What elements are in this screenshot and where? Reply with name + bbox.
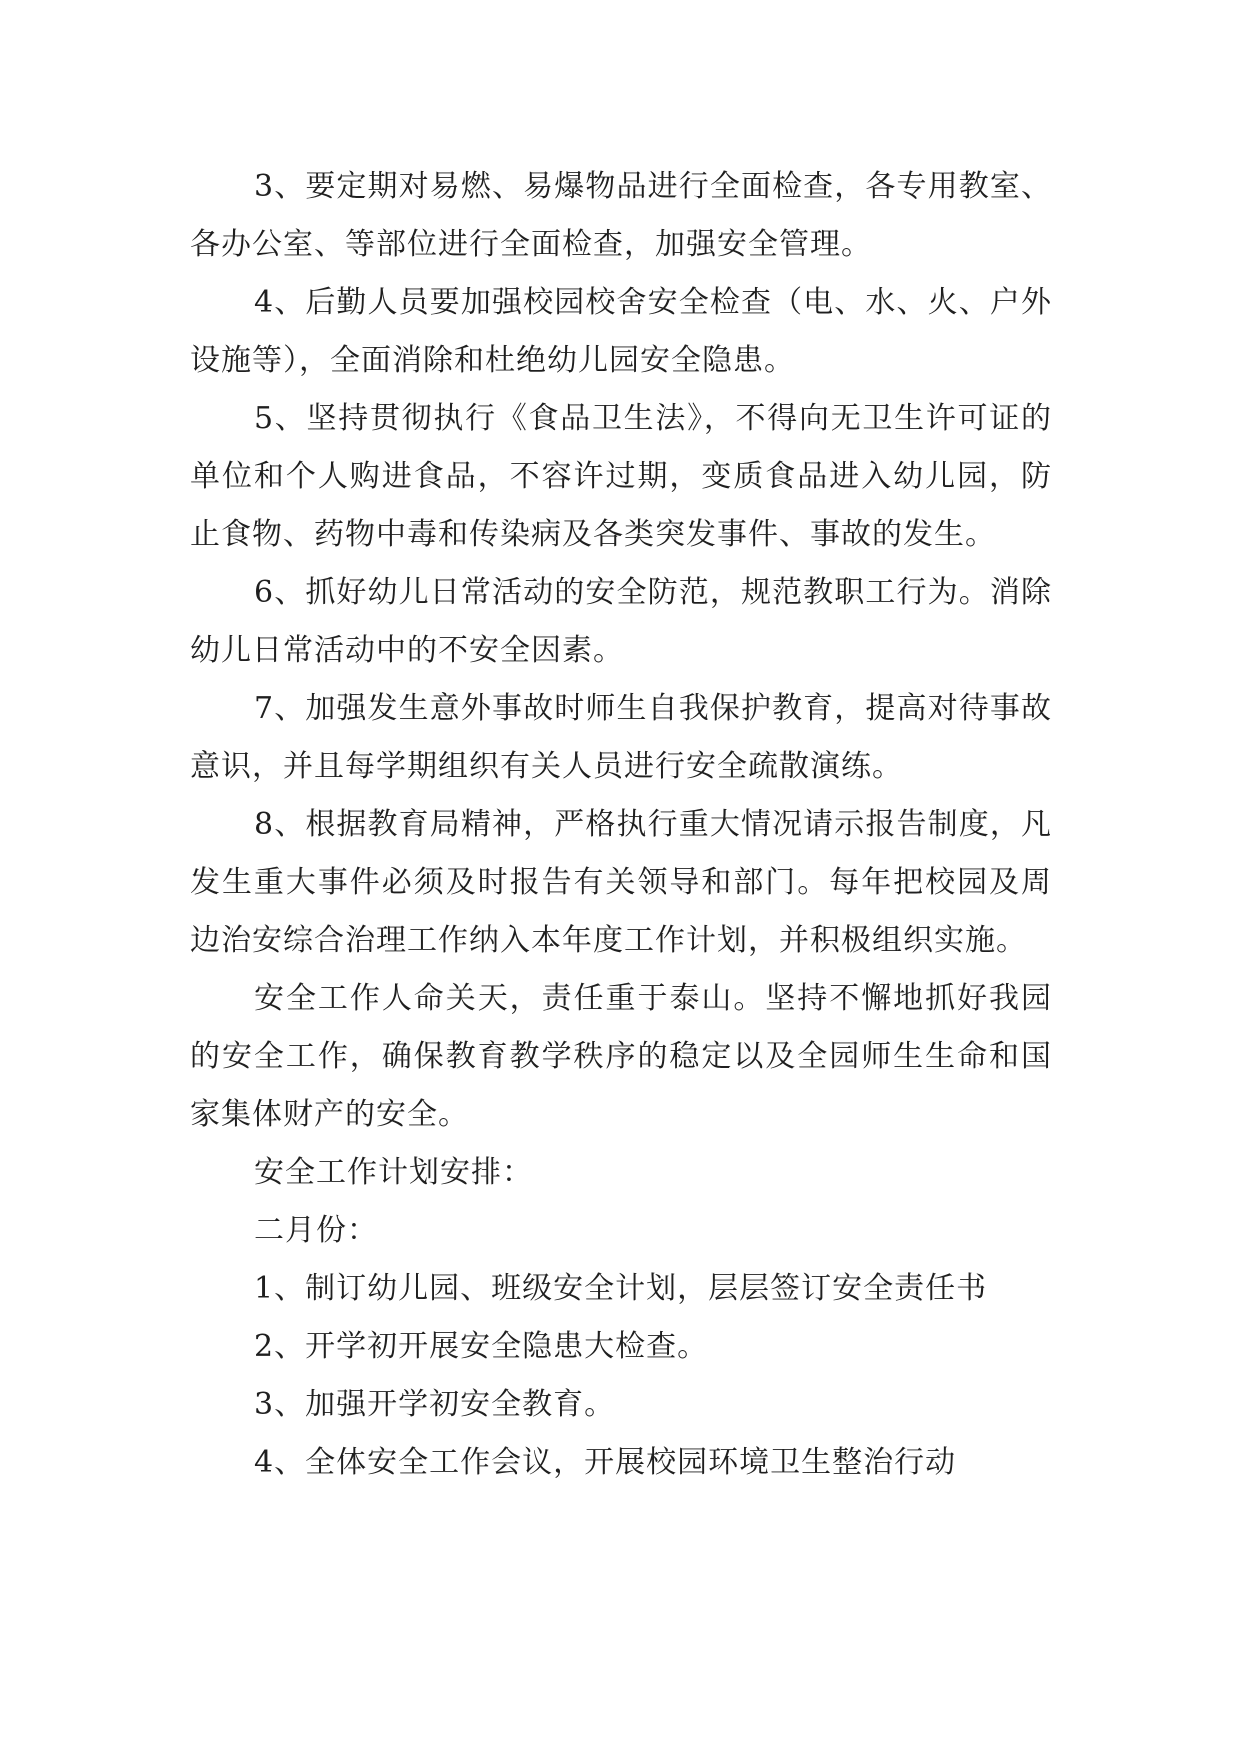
paragraph-item-8: 8、根据教育局精神，严格执行重大情况请示报告制度，凡发生重大事件必须及时报告有关领导和部门。每年把校园及周边治安综合治理工作纳入本年度工作计划，并积极组织实施。 xyxy=(190,807,1052,958)
plan-item-3: 3、加强开学初安全教育。 xyxy=(254,1387,616,1422)
document-body xyxy=(190,158,1052,1492)
paragraph-item-5: 5、坚持贯彻执行《食品卫生法》，不得向无卫生许可证的单位和个人购进食品，不容许过期，变质食品进入幼儿园，防止食物、药物中毒和传染病及各类突发事件、事故的发生。 xyxy=(190,401,1052,552)
plan-item-1: 1、制订幼儿园、班级安全计划，层层签订安全责任书 xyxy=(254,1271,988,1306)
paragraph-summary: 安全工作人命关天，责任重于泰山。坚持不懈地抓好我园的安全工作，确保教育教学秩序的稳定以及全园师生生命和国家集体财产的安全。 xyxy=(190,981,1052,1132)
month-heading: 二月份： xyxy=(254,1213,378,1248)
paragraph-item-4: 4、后勤人员要加强校园校舍安全检查（电、水、火、户外设施等），全面消除和杜绝幼儿园安全隐患。 xyxy=(190,285,1052,378)
plan-item-4: 4、全体安全工作会议，开展校园环境卫生整治行动 xyxy=(254,1445,957,1480)
paragraph-item-3: 3、要定期对易燃、易爆物品进行全面检查，各专用教室、各办公室、等部位进行全面检查，加强安全管理。 xyxy=(190,169,1052,262)
paragraph-item-6: 6、抓好幼儿日常活动的安全防范，规范教职工行为。消除幼儿日常活动中的不安全因素。 xyxy=(190,575,1052,668)
paragraph-item-7: 7、加强发生意外事故时师生自我保护教育，提高对待事故意识，并且每学期组织有关人员进行安全疏散演练。 xyxy=(190,691,1052,784)
plan-item-2: 2、开学初开展安全隐患大检查。 xyxy=(254,1329,709,1364)
plan-heading: 安全工作计划安排： xyxy=(254,1155,533,1190)
